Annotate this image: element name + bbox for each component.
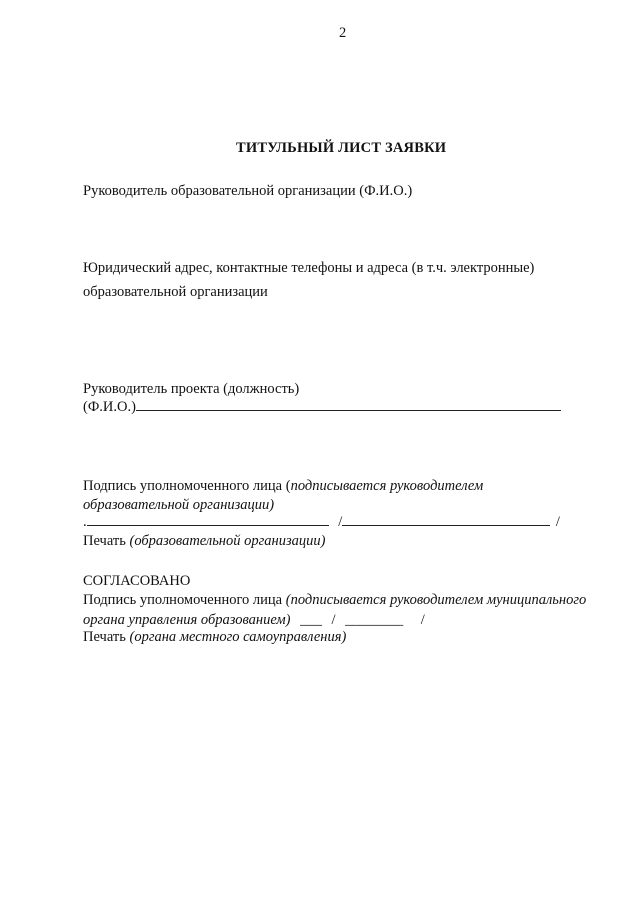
- signature-line[interactable]: [87, 513, 329, 526]
- signature-separator-end: /: [555, 514, 560, 530]
- signature-name-line[interactable]: [342, 513, 550, 526]
- approved-stamp-label: Печать: [83, 629, 130, 645]
- head-of-organization-label: Руководитель образовательной организации (Ф.И.О.): [83, 183, 413, 199]
- legal-address-label: Юридический адрес, контактные телефоны и адреса (в т.ч. электронные): [83, 260, 535, 276]
- approved-signature-row-2: [83, 611, 425, 629]
- approved-stamp-note: (органа местного самоуправления): [129, 629, 347, 645]
- stamp-row: [83, 532, 325, 550]
- fio-label: (Ф.И.О.): [83, 399, 136, 415]
- approved-separator-end: /: [420, 612, 425, 628]
- approved-separator: /: [331, 612, 336, 628]
- approved-heading: СОГЛАСОВАНО: [83, 573, 191, 589]
- stamp-note: (образовательной организации): [129, 533, 326, 549]
- signature-lines-row: [83, 513, 560, 531]
- signature-label-row: [83, 477, 483, 495]
- project-lead-fio-row: [83, 398, 561, 416]
- page-number: 2: [339, 25, 347, 41]
- approved-signature-note: (подписывается руководителем муниципального: [285, 592, 587, 608]
- approved-signature-row: [83, 591, 586, 609]
- approved-stamp-row: [83, 628, 346, 646]
- stamp-label: Печать: [83, 533, 130, 549]
- signature-label: Подпись уполномоченного лица (: [83, 478, 291, 494]
- approved-name-blank[interactable]: ________: [345, 612, 404, 628]
- signature-note: подписывается руководителем: [290, 478, 484, 494]
- approved-signature-blank[interactable]: ___: [300, 612, 322, 628]
- document-title: ТИТУЛЬНЫЙ ЛИСТ ЗАЯВКИ: [236, 140, 447, 156]
- signature-separator: /: [338, 514, 343, 530]
- signature-lead-char: .: [83, 514, 87, 530]
- legal-address-label-cont: образовательной организации: [83, 284, 268, 300]
- approved-signature-note-cont: органа управления образованием): [83, 612, 291, 628]
- approved-signature-label: Подпись уполномоченного лица: [83, 592, 286, 608]
- signature-note-cont: образовательной организации): [83, 497, 275, 513]
- project-lead-label: Руководитель проекта (должность): [83, 381, 300, 397]
- fio-signature-line[interactable]: [136, 398, 561, 411]
